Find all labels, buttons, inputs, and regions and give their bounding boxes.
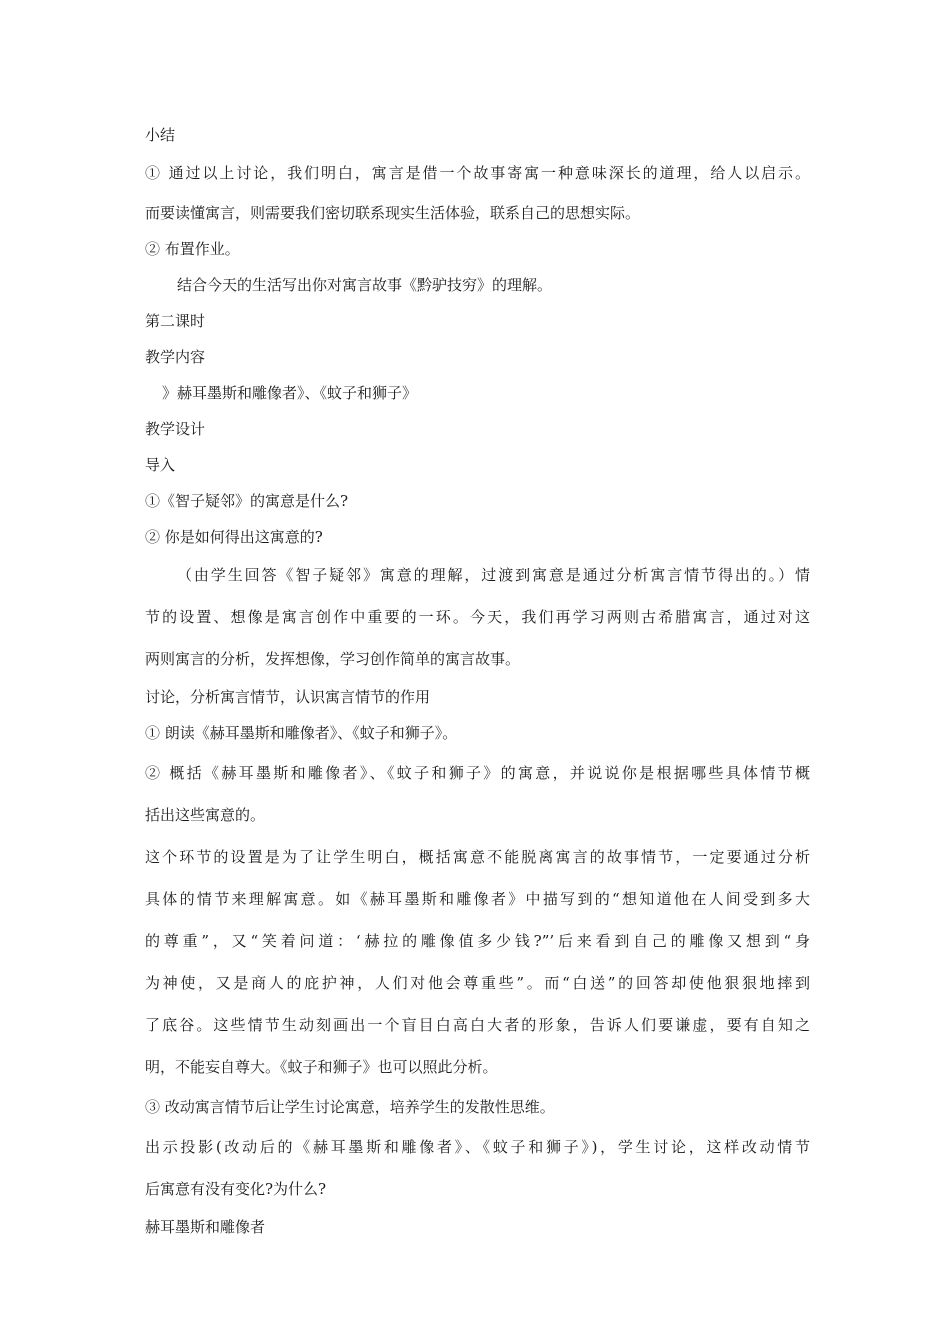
paragraph-line: 两则寓言的分析，发挥想像，学习创作简单的寓言故事。 <box>145 650 521 668</box>
paragraph-line: 为神使，又是商人的庇护神，人们对他会尊重些”。而“白送”的回答却使他狠狠地摔到 <box>145 974 810 992</box>
heading-second-lesson: 第二课时 <box>145 312 206 330</box>
paragraph-line: 节的设置、想像是寓言创作中重要的一环。今天，我们再学习两则古希腊寓言，通过对这 <box>145 608 810 626</box>
paragraph-line: 了底谷。这些情节生动刻画出一个盲目白高白大者的形象，告诉人们要谦虚，要有自知之 <box>145 1016 810 1034</box>
list-item: ① 朗读《赫耳墨斯和雕像者》、《蚊子和狮子》。 <box>145 724 458 742</box>
heading-teaching-design: 教学设计 <box>145 420 206 438</box>
paragraph-line: 具体的情节来理解寓意。如《赫耳墨斯和雕像者》中描写到的“想知道他在人间受到多大 <box>145 890 810 908</box>
paragraph-line: 这个环节的设置是为了让学生明白，概括寓意不能脱离寓言的故事情节，一定要通过分析 <box>145 848 810 866</box>
paragraph-line: 后寓意有没有变化?为什么? <box>145 1180 327 1198</box>
paragraph-line: （由学生回答《智子疑邻》寓意的理解，过渡到寓意是通过分析寓言情节得出的。）情 <box>177 566 810 584</box>
paragraph-line: ① 通过以上讨论，我们明白，寓言是借一个故事寄寓一种意味深长的道理，给人以启示。 <box>145 164 810 182</box>
heading-summary: 小结 <box>145 126 176 144</box>
paragraph-line: 的尊重”，又“笑着问道：‘赫拉的雕像值多少钱?”’后来看到自己的雕像又想到“身 <box>145 932 810 950</box>
list-item: ② 布置作业。 <box>145 240 240 258</box>
document-page <box>145 118 810 1244</box>
paragraph-line: 》赫耳墨斯和雕像者》、《蚊子和狮子》 <box>162 384 418 402</box>
list-item: ①《智子疑邻》的寓意是什么? <box>145 492 349 510</box>
list-item: ② 概括《赫耳墨斯和雕像者》、《蚊子和狮子》的寓意，并说说你是根据哪些具体情节概 <box>145 764 810 782</box>
list-item: ③ 改动寓言情节后让学生讨论寓意，培养学生的发散性思维。 <box>145 1098 555 1116</box>
paragraph-line: 括出这些寓意的。 <box>145 806 266 824</box>
list-item: ② 你是如何得出这寓意的? <box>145 528 323 546</box>
heading-discussion: 讨论，分析寓言情节，认识寓言情节的作用 <box>145 688 431 706</box>
paragraph-line: 结合今天的生活写出你对寓言故事《黔驴技穷》的理解。 <box>177 276 553 294</box>
paragraph-line: 而要读懂寓言，则需要我们密切联系现实生活体验，联系自己的思想实际。 <box>145 204 641 222</box>
heading-teaching-content: 教学内容 <box>145 348 206 366</box>
paragraph-line: 明，不能妄自尊大。《蚊子和狮子》也可以照此分析。 <box>145 1058 498 1076</box>
heading-fable-title: 赫耳墨斯和雕像者 <box>145 1218 266 1236</box>
paragraph-line: 出示投影(改动后的《赫耳墨斯和雕像者》、《蚊子和狮子》)，学生讨论，这样改动情节 <box>145 1138 810 1156</box>
heading-intro: 导入 <box>145 456 176 474</box>
